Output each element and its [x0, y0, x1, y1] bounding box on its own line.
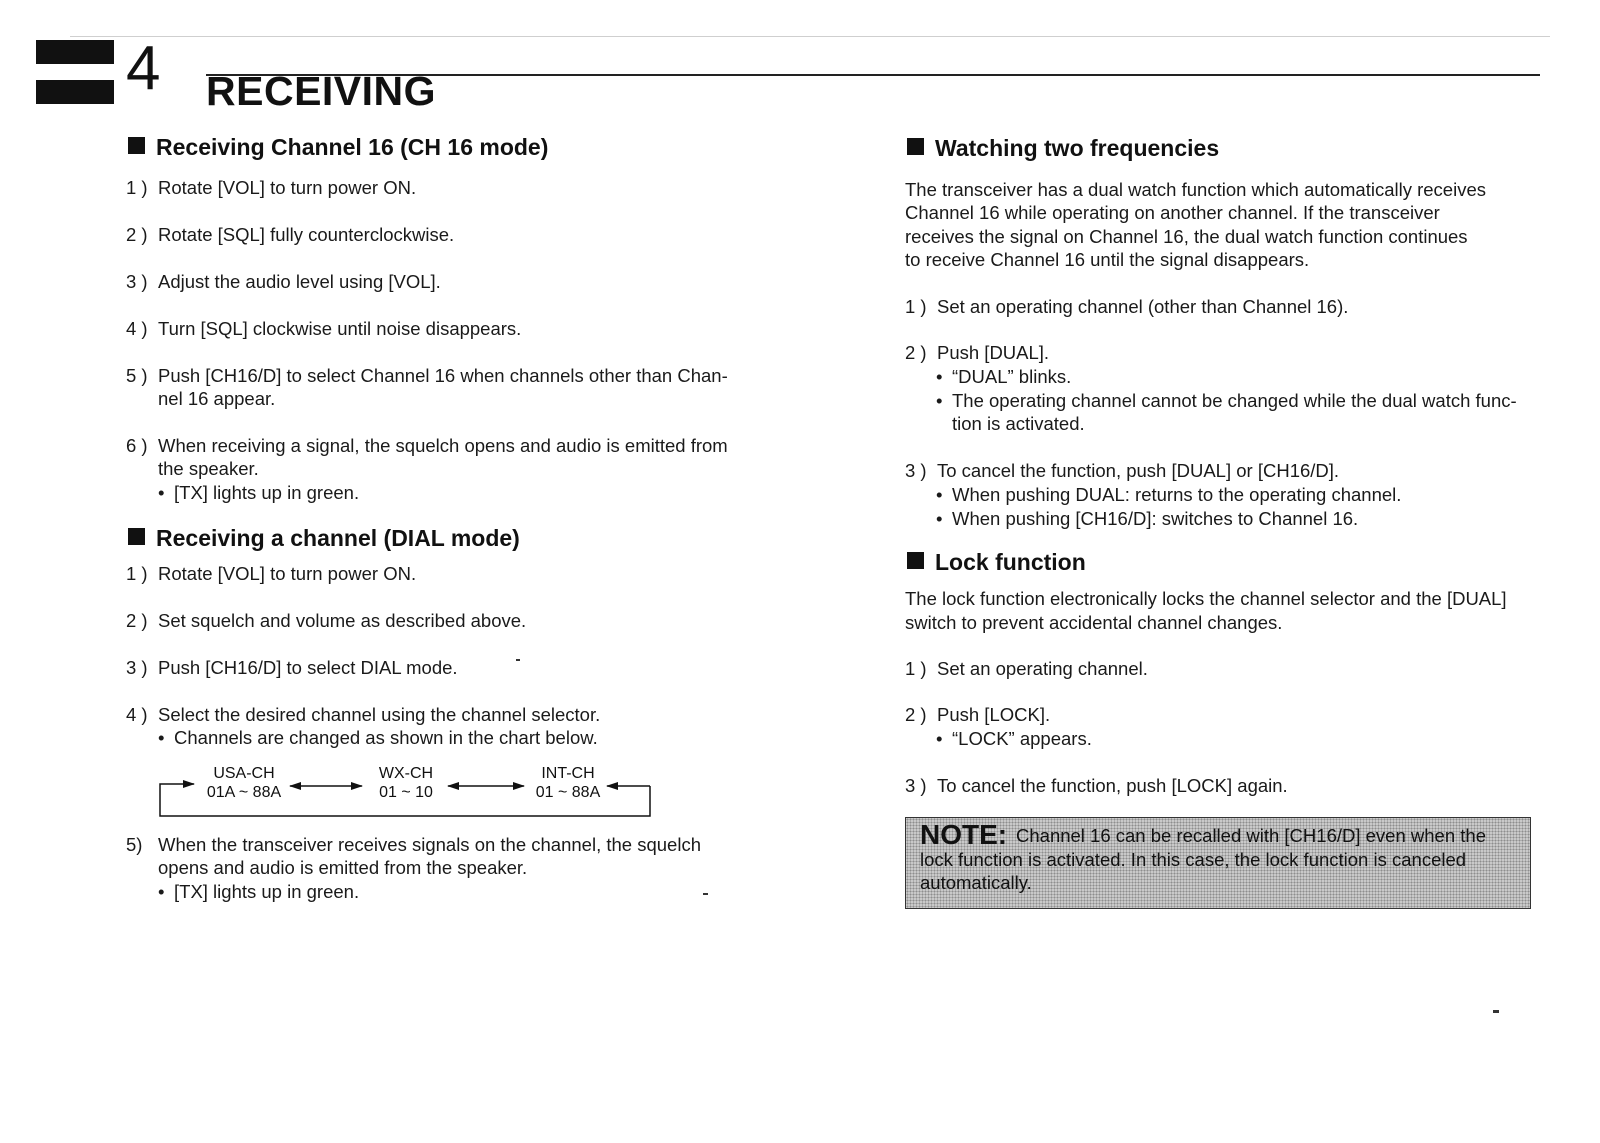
- chapter-tab-mark: [36, 80, 114, 104]
- square-bullet-icon: [907, 552, 924, 569]
- channel-group-wx: WX-CH 01 ~ 10: [378, 765, 434, 801]
- step-text-continued: nel 16 appear.: [158, 388, 276, 409]
- intro-line: The lock function electronically locks the channel selector and the [DUAL]: [905, 588, 1507, 609]
- section-heading-ch16: Receiving Channel 16 (CH 16 mode): [128, 133, 548, 161]
- chapter-number: 4: [126, 34, 161, 103]
- note-text: Channel 16 can be recalled with [CH16/D] even when the lock function is activated. In this case, the lock function is canceled automatically.: [920, 825, 1486, 893]
- intro-line: Channel 16 while operating on another channel. If the transceiver: [905, 202, 1440, 223]
- section-heading-dual-watch: Watching two frequencies: [907, 134, 1219, 162]
- scan-speck: [516, 659, 520, 661]
- chapter-title: RECEIVING: [206, 68, 437, 114]
- manual-page: 4 RECEIVING Receiving Channel 16 (CH 16 mode) 1 ) Rotate [VOL] to turn power ON. 2 ) Rotate [SQL] fully counterclockwise. 3 ) Adjust the audio level using [VOL]. 4 ) Turn [SQL] clockwise until noise disappears. 5 ) Push [CH16/D] to select Channel 16 when channels other than Chan- nel 16 appear. 6 ) When receiving a signal, the squelch opens and audio is emitted from the speaker. • [TX] lights up in green. Receiving a channel (DIAL mode) 1 ) Rotate [VOL] to turn power ON. 2 ) Set squelch and volume as described above. 3 ) Push [CH16/D] to select DIAL mode. 4 ) Select the desired channel using the channel selector. • Channels are changed as shown in the chart below. USA-CH 01A ~ 88A WX-CH 01 ~ 10 INT-CH 01 ~ 88A 5) When the transceiver receives signals on the channel, the squelch opens and audio is emitted from the speaker. • [TX] lights up in green. Watching two frequencies The transceiver has a dual watch function which automatically receives Channel 16 while operating on another channel. If the transceiver receives the signal on Channel 16, the dual watch function continues to receive Channel 16 until the signal disappears. 1 ) Set an operating channel (other than Channel 16). 2 ) Push [DUAL]. • “DUAL” blinks. • The operating channel cannot be changed while the dual watch func- tion is activated. 3 ) To cancel the function, push [DUAL] or [CH16/D]. • When pushing DUAL: returns to the operating channel. • When pushing [CH16/D]: switches to Channel 16. Lock function The lock function electronically locks the channel selector and the [DUAL] switch to prevent accidental channel changes. 1 ) Set an operating channel. 2 ) Push [LOCK]. • “LOCK” appears. 3 ) To cancel the function, push [LOCK] again. NOTE: Channel 16 can be recalled with [CH16/D] even when the lock function is activated. In this case, the lock function is canceled automatically.: [0, 0, 1600, 1143]
- scan-speck: [703, 893, 708, 895]
- bullet-note: • When pushing DUAL: returns to the operating channel.: [936, 483, 1401, 507]
- bullet-note: • The operating channel cannot be changed while the dual watch func-: [936, 389, 1517, 413]
- note-label: NOTE:: [920, 819, 1008, 850]
- step-text-continued: the speaker.: [158, 458, 259, 479]
- square-bullet-icon: [907, 138, 924, 155]
- note-box: [905, 817, 1531, 909]
- section-heading-dial: Receiving a channel (DIAL mode): [128, 524, 520, 552]
- bullet-continued: tion is activated.: [952, 413, 1085, 434]
- bullet-note: • Channels are changed as shown in the chart below.: [158, 726, 598, 750]
- channel-group-int: INT-CH 01 ~ 88A: [535, 765, 601, 801]
- bullet-note: • “LOCK” appears.: [936, 727, 1092, 751]
- channel-cycle-chart: [158, 762, 654, 818]
- intro-line: receives the signal on Channel 16, the dual watch function continues: [905, 226, 1468, 247]
- intro-line: switch to prevent accidental channel changes.: [905, 612, 1283, 633]
- step-text-continued: opens and audio is emitted from the speaker.: [158, 857, 528, 878]
- bullet-note: • When pushing [CH16/D]: switches to Channel 16.: [936, 507, 1358, 531]
- channel-group-usa: USA-CH 01A ~ 88A: [206, 765, 282, 801]
- bullet-note: • [TX] lights up in green.: [158, 880, 359, 904]
- square-bullet-icon: [128, 528, 145, 545]
- section-heading-lock: Lock function: [907, 548, 1086, 576]
- square-bullet-icon: [128, 137, 145, 154]
- scan-speck: [1493, 1010, 1499, 1013]
- intro-line: The transceiver has a dual watch function which automatically receives: [905, 179, 1486, 200]
- bullet-note: • “DUAL” blinks.: [936, 365, 1071, 389]
- scan-line: [70, 36, 1550, 37]
- bullet-note: • [TX] lights up in green.: [158, 481, 359, 505]
- chapter-tab-mark: [36, 40, 114, 64]
- intro-line: to receive Channel 16 until the signal disappears.: [905, 249, 1310, 270]
